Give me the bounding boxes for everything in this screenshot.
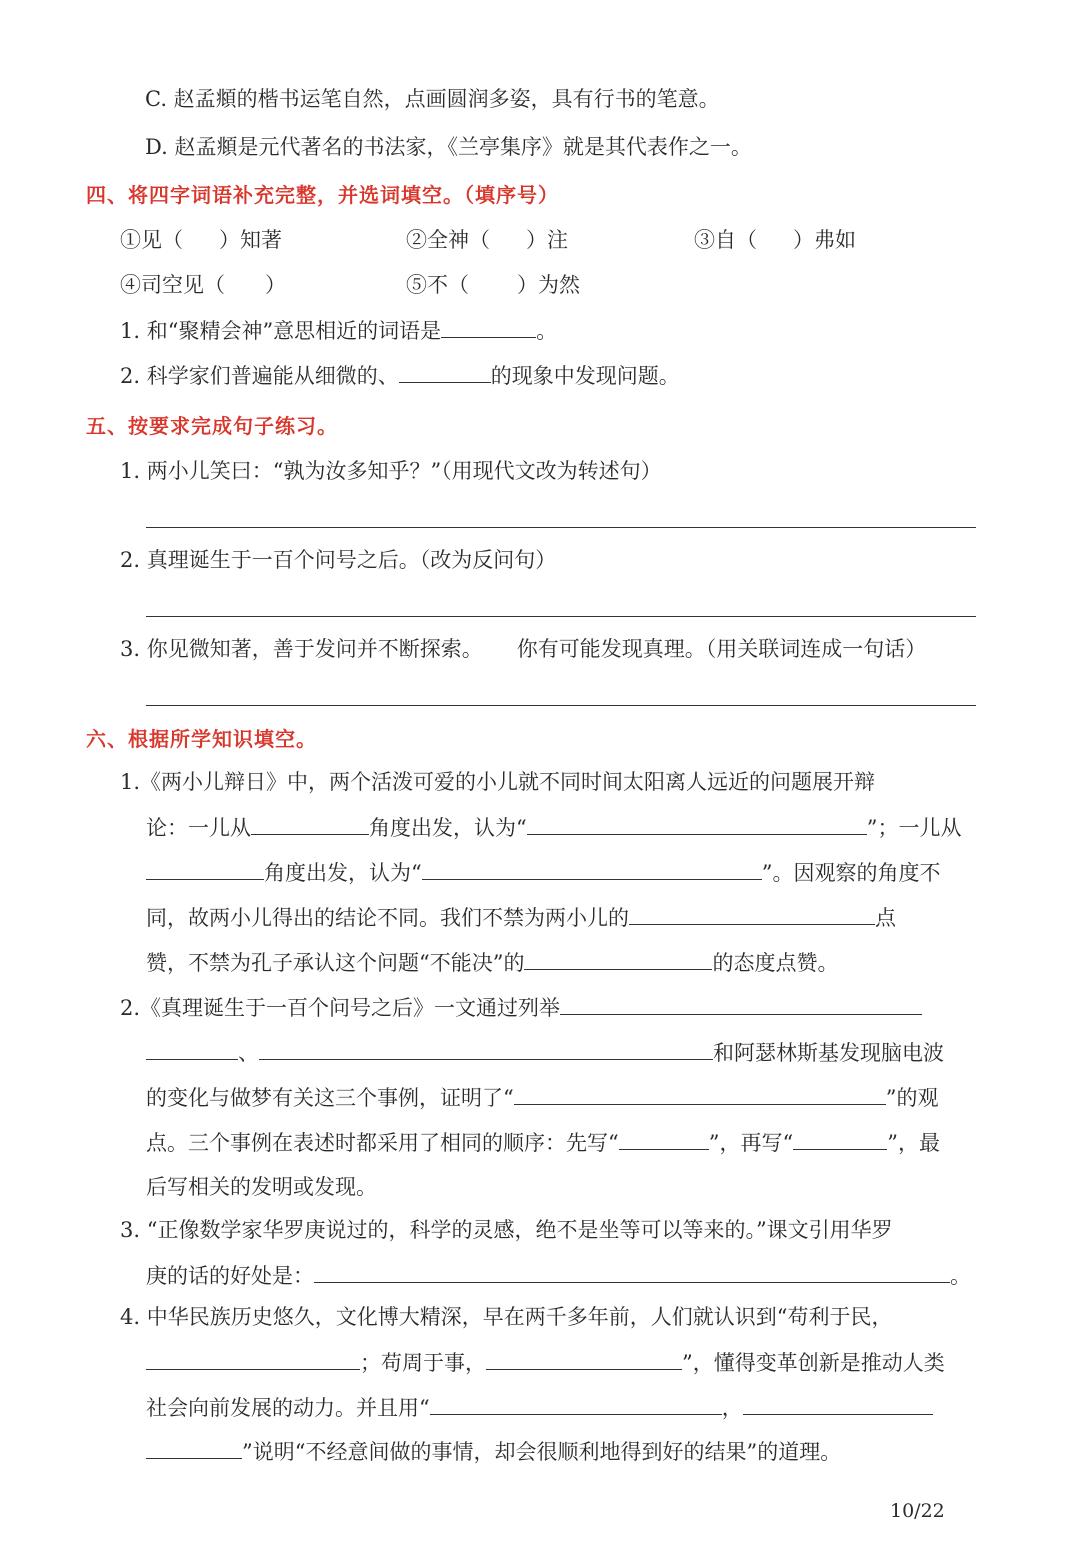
section-6-q4-line-4 (146, 1436, 841, 1466)
q2-text-c: 和阿瑟林斯基发现脑电波 (713, 1041, 944, 1065)
word-item-2-pre: ②全神（ (406, 228, 490, 252)
word-item-5-post: ）为然 (517, 273, 580, 297)
q1-text-f: 同，故两小儿得出的结论不同。我们不禁为两小儿的 (146, 906, 629, 930)
page-number: 10/22 (890, 1500, 945, 1522)
section-4-question-2 (120, 360, 680, 390)
answer-blank[interactable] (314, 1260, 950, 1283)
answer-blank[interactable] (399, 360, 491, 383)
section-4-q2-text: 2. 科学家们普遍能从细微的、 (120, 364, 399, 388)
q1-text-c: ”；一儿从 (866, 816, 962, 840)
section-4-q2-end: 的现象中发现问题。 (490, 364, 680, 388)
q2-text-h: ”，最 (887, 1131, 940, 1155)
answer-blank[interactable] (524, 947, 712, 970)
q3-text-a: 庚的话的好处是： (146, 1264, 314, 1288)
q3-text-b: 。 (950, 1264, 971, 1288)
section-6-q1-line-1: 1.《两小儿辩日》中，两个活泼可爱的小儿就不同时间太阳离人远近的问题展开辩 (120, 770, 876, 794)
section-6-q3-line-2 (146, 1260, 971, 1290)
q1-text-d: 角度出发，认为“ (264, 861, 422, 885)
section-6-q1-line-4 (146, 902, 896, 932)
section-5-question-2: 2. 真理诞生于一百个问号之后。（改为反问句） (120, 548, 557, 572)
word-item-5 (406, 270, 580, 300)
q2-text-g: ”，再写“ (708, 1131, 794, 1155)
section-6-q4-line-2 (146, 1347, 945, 1377)
word-item-1 (120, 225, 282, 255)
answer-blank[interactable] (619, 1127, 709, 1150)
answer-blank[interactable] (146, 857, 264, 880)
word-item-1-pre: ①见（ (120, 228, 183, 252)
section-6-q2-line-3 (146, 1082, 938, 1112)
word-item-1-post: ）知著 (219, 228, 282, 252)
section-6-q1-line-5 (146, 947, 838, 977)
q4-text-a: ；苟周于事， (360, 1351, 486, 1375)
answer-blank[interactable] (486, 1347, 682, 1370)
answer-blank[interactable] (259, 1037, 713, 1060)
q1-text-g: 点 (875, 906, 896, 930)
option-c: C. 赵孟頫的楷书运笔自然，点画圆润多姿，具有行书的笔意。 (145, 87, 720, 111)
section-6-q2-line-1 (120, 992, 922, 1022)
section-6-q1-line-3 (146, 857, 941, 887)
q2-text-b: 、 (238, 1041, 259, 1065)
answer-blank[interactable] (430, 1392, 722, 1415)
answer-blank[interactable] (441, 315, 536, 338)
q4-text-c: 社会向前发展的动力。并且用“ (146, 1396, 430, 1420)
section-6-q4-line-3 (146, 1392, 933, 1422)
section-5-q3-part-b: 你有可能发现真理。（用关联词连成一句话） (516, 637, 927, 661)
section-6-q4-line-1: 4. 中华民族历史悠久，文化博大精深，早在两千多年前，人们就认识到“苟利于民， (120, 1305, 893, 1329)
q2-text-a: 2.《真理诞生于一百个问号之后》一文通过列举 (120, 996, 561, 1020)
q4-text-e: ”说明“不经意间做的事情，却会很顺利地得到好的结果”的道理。 (242, 1440, 842, 1464)
section-6-q2-line-5: 后写相关的发明或发现。 (146, 1175, 377, 1199)
answer-blank[interactable] (146, 1037, 238, 1060)
word-item-4 (120, 270, 286, 300)
answer-blank[interactable] (743, 1392, 933, 1415)
section-6-q3-line-1: 3. “正像数学家华罗庚说过的，科学的灵感，绝不是坐等可以等来的。”课文引用华罗 (120, 1218, 893, 1242)
answer-blank[interactable] (146, 1347, 360, 1370)
q1-text-e: ”。因观察的角度不 (761, 861, 941, 885)
answer-blank[interactable] (146, 1436, 242, 1459)
answer-line[interactable] (146, 705, 976, 706)
section-4-q1-text: 1. 和“聚精会神”意思相近的词语是 (120, 319, 442, 343)
section-5-heading: 五、按要求完成句子练习。 (86, 414, 338, 438)
section-4-question-1 (120, 315, 557, 345)
answer-blank[interactable] (422, 857, 762, 880)
section-6-q1-line-2 (146, 812, 962, 842)
q4-text-d: ， (721, 1396, 743, 1420)
section-6-q2-line-2 (146, 1037, 944, 1067)
q1-text-i: 的态度点赞。 (712, 951, 839, 975)
word-item-3-post: ）弗如 (793, 228, 856, 252)
q2-text-e: ”的观 (885, 1086, 939, 1110)
answer-blank[interactable] (514, 1082, 886, 1105)
section-6-heading: 六、根据所学知识填空。 (86, 727, 317, 751)
section-5-q3-part-a: 3. 你见微知著，善于发问并不断探索。 (120, 637, 483, 661)
section-5-question-1: 1. 两小儿笑曰：“孰为汝多知乎？”（用现代文改为转述句） (120, 459, 662, 483)
q1-text-h: 赞，不禁为孔子承认这个问题“不能决”的 (146, 951, 525, 975)
word-item-4-post: ） (265, 273, 286, 297)
section-6-q2-line-4 (146, 1127, 940, 1157)
q2-text-f: 点。三个事例在表述时都采用了相同的顺序：先写“ (146, 1131, 619, 1155)
answer-blank[interactable] (251, 812, 369, 835)
answer-blank[interactable] (560, 992, 922, 1015)
q2-text-d: 的变化与做梦有关这三个事例，证明了“ (146, 1086, 514, 1110)
word-item-3 (694, 225, 856, 255)
word-item-2-post: ）注 (526, 228, 568, 252)
answer-blank[interactable] (629, 902, 875, 925)
option-d: D. 赵孟頫是元代著名的书法家，《兰亭集序》就是其代表作之一。 (145, 135, 752, 159)
word-item-3-pre: ③自（ (694, 228, 757, 252)
answer-blank[interactable] (793, 1127, 887, 1150)
answer-blank[interactable] (527, 812, 867, 835)
word-item-4-pre: ④司空见（ (120, 273, 225, 297)
q1-text-a: 论：一儿从 (146, 816, 251, 840)
section-5-question-3 (120, 634, 926, 664)
q1-text-b: 角度出发，认为“ (369, 816, 527, 840)
answer-line[interactable] (146, 616, 976, 617)
answer-line[interactable] (146, 527, 976, 528)
section-4-q1-end: 。 (536, 319, 558, 343)
q4-text-b: ”，懂得变革创新是推动人类 (682, 1351, 945, 1375)
section-4-heading: 四、将四字词语补充完整，并选词填空。（填序号） (86, 183, 559, 207)
word-item-5-pre: ⑤不（ (406, 273, 469, 297)
word-item-2 (406, 225, 568, 255)
